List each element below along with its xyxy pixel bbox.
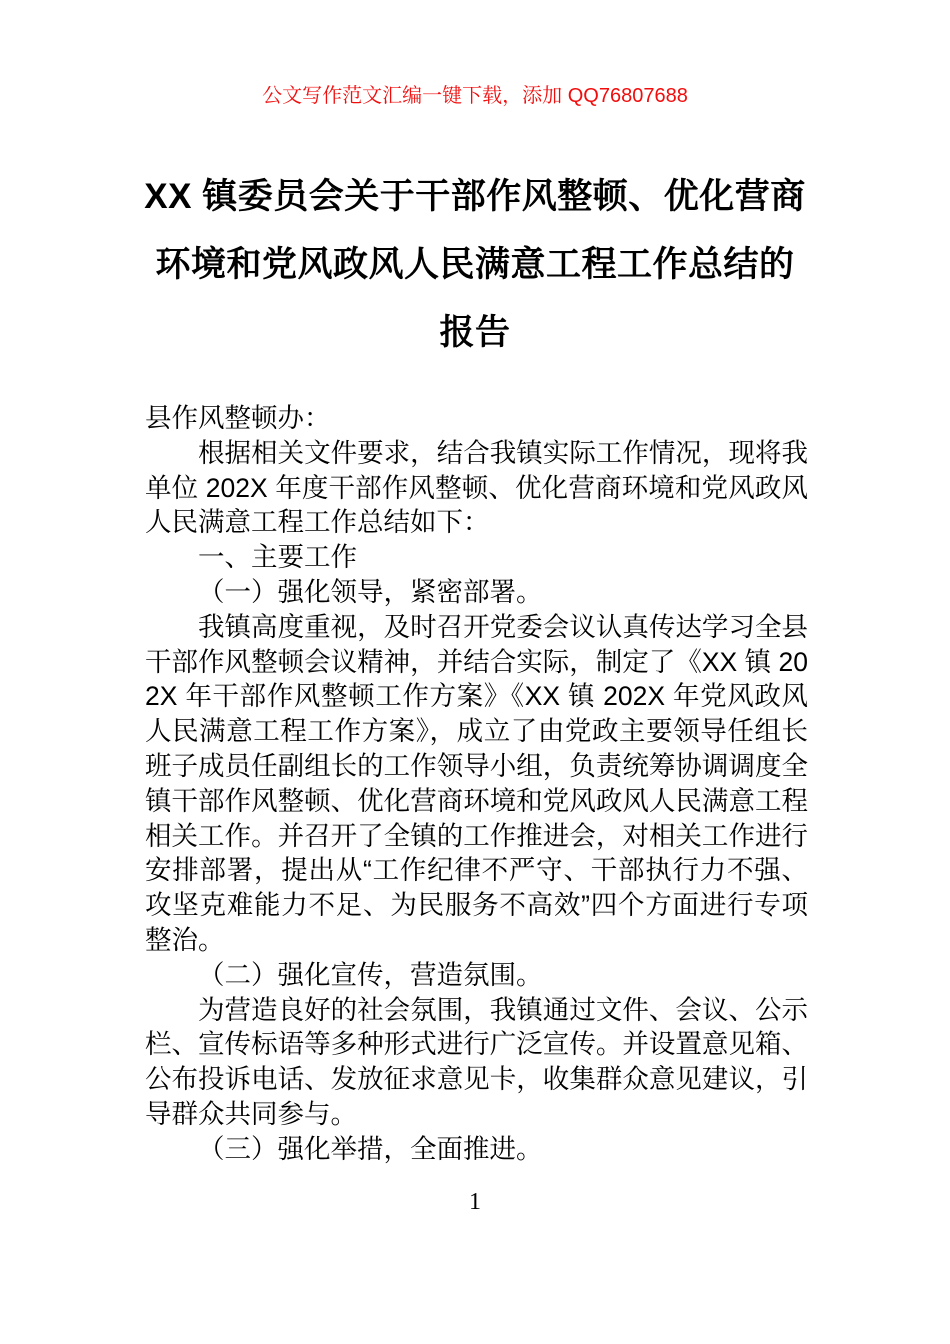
- body-paragraph: 一、主要工作: [198, 542, 357, 573]
- document-title: [0, 163, 950, 367]
- body-paragraph: （三）强化举措，全面推进。: [198, 1133, 543, 1164]
- body-paragraph: （一）强化领导，紧密部署。: [198, 576, 543, 607]
- body-paragraph: 县作风整顿办：: [145, 403, 331, 433]
- page-number: 1: [469, 1189, 481, 1215]
- title-line-3: 报告: [439, 313, 511, 352]
- title-line-1: XX 镇委员会关于干部作风整顿、优化营商: [144, 177, 806, 216]
- title-line-2: 环境和党风政风人民满意工程工作总结的: [155, 245, 795, 284]
- body-paragraph: 根据相关文件要求，结合我镇实际工作情况，现将我单位 202X 年度干部作风整顿、优化营商环境和党风政风人民满意工程工作总结如下：: [145, 437, 808, 538]
- promo-notice: 公文写作范文汇编一键下载，添加 QQ76807688: [262, 85, 688, 107]
- body-paragraph: （二）强化宣传，营造氛围。: [198, 959, 543, 990]
- body-paragraph: 我镇高度重视，及时召开党委会议认真传达学习全县干部作风整顿会议精神，并结合实际，制定了《XX 镇 202X 年干部作风整顿工作方案》《XX 镇 202X 年党风政风人民满意工程工作方案》，成立了由党政主要领导任组长班子成员任副组长的工作领导小组，负责统筹协调调度全镇干部作风整顿、优化营商环境和党风政风人民满意工程相关工作。并召开了全镇的工作推进会，对相关工作进行安排部署，提出从“工作纪律不严守、干部执行力不强、攻坚克难能力不足、为民服务不高效”四个方面进行专项整治。: [145, 611, 808, 955]
- document-body: [145, 401, 808, 1167]
- body-paragraph: 为营造良好的社会氛围，我镇通过文件、会议、公示栏、宣传标语等多种形式进行广泛宣传。并设置意见箱、公布投诉电话、发放征求意见卡，收集群众意见建议，引导群众共同参与。: [145, 994, 808, 1129]
